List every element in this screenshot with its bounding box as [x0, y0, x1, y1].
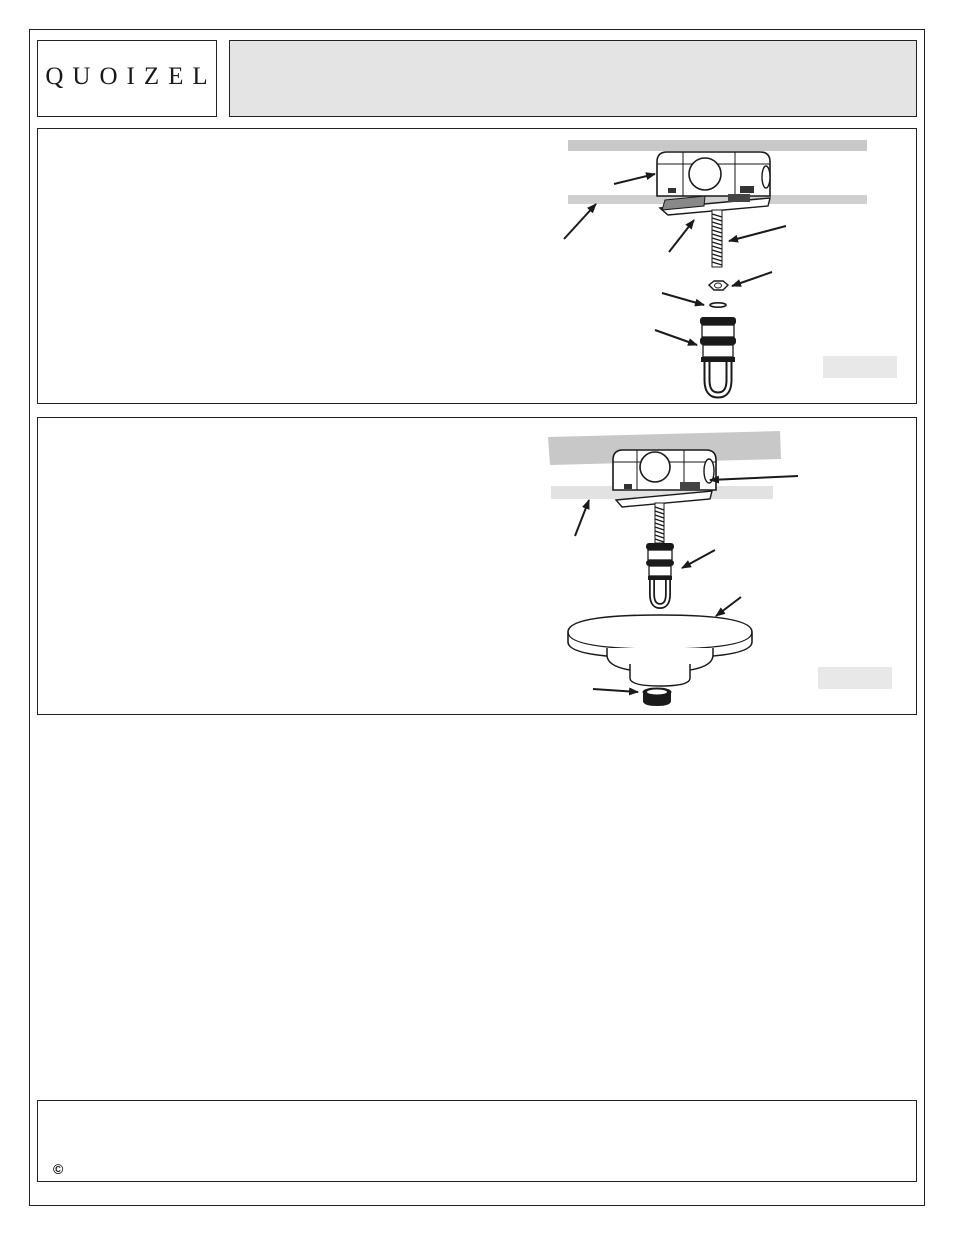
arrow-lock-washer — [662, 293, 704, 305]
loop-icon — [700, 317, 736, 395]
arrow-mounting-surface — [564, 204, 596, 239]
arrow-loop — [655, 330, 697, 345]
step-2-illustration — [540, 419, 910, 713]
figure-label-box — [823, 356, 897, 378]
copyright-symbol: © — [53, 1161, 64, 1177]
ceiling-surface — [568, 140, 867, 151]
hex-nut-icon — [709, 281, 728, 290]
brand-logo-text: QUOIZEL — [45, 62, 217, 90]
threaded-nipple-icon — [712, 210, 722, 267]
lock-washer-icon — [710, 303, 726, 307]
threaded-nipple-icon — [655, 503, 664, 543]
arrow-mounting-surface — [575, 500, 589, 536]
arrow-hex-nut — [732, 272, 772, 286]
title-bar — [229, 40, 917, 117]
junction-box-icon — [613, 450, 716, 507]
canopy-icon — [568, 615, 752, 686]
junction-box-icon — [657, 152, 770, 196]
arrow-junction-box — [614, 174, 655, 184]
arrow-canopy — [716, 597, 741, 616]
arrow-loop — [682, 550, 715, 568]
loop-icon — [646, 543, 674, 606]
figure-label-box — [818, 667, 892, 689]
arrow-ground-screw — [710, 476, 798, 480]
arrow-mounting-bar — [669, 220, 694, 252]
lock-nut-icon — [643, 688, 671, 706]
arrow-lock-nut — [593, 689, 638, 692]
step-1-illustration — [540, 130, 910, 402]
arrow-threaded-nipple — [729, 226, 786, 241]
footer-box — [37, 1100, 917, 1182]
brand-logo — [37, 40, 217, 117]
